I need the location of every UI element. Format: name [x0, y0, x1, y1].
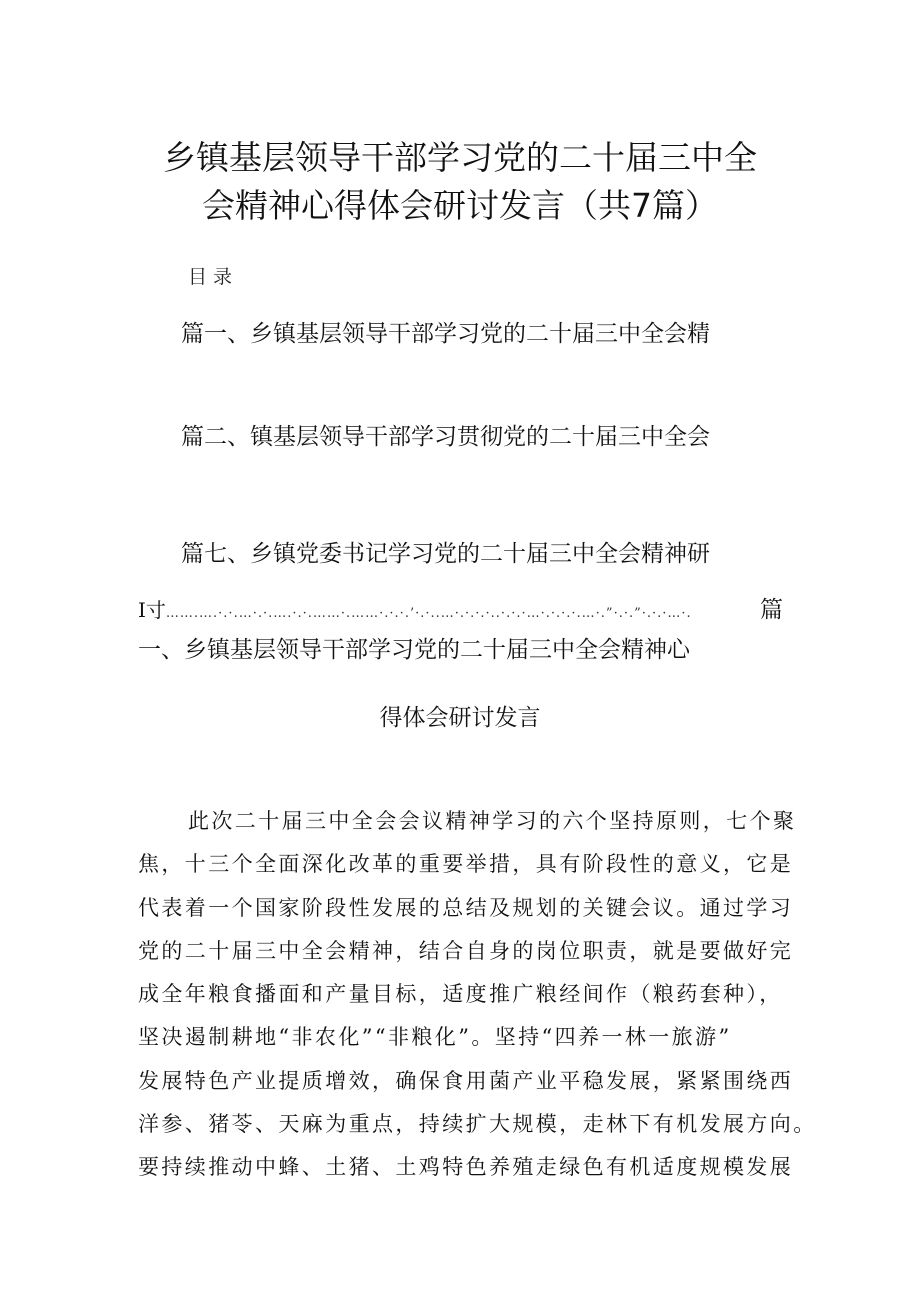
- toc-leader-end: 篇: [760, 597, 783, 623]
- toc-leader-line: [138, 594, 783, 626]
- article-title-line-1: 一、乡镇基层领导干部学习党的二十届三中全会精神心: [138, 637, 690, 663]
- body-line-9: 要持续推动中蜂、土猪、土鸡特色养殖走绿色有机适度规模发展: [138, 1155, 794, 1180]
- document-title-line-2: 会精神心得体会研讨发言（共7篇）: [202, 186, 718, 225]
- toc-item-2[interactable]: 篇二、镇基层领导干部学习贯彻党的二十届三中全会: [181, 424, 710, 450]
- body-line-7: 发展特色产业提质增效，确保食用菌产业平稳发展，紧紧围绕西: [138, 1068, 794, 1093]
- body-line-1: 此次二十届三中全会会议精神学习的六个坚持原则，七个聚: [188, 809, 797, 833]
- body-line-3: 代表着一个国家阶段性发展的总结及规划的关键会议。通过学习: [138, 895, 794, 920]
- body-line-8: 洋参、猪苓、天麻为重点，持续扩大规模，走林下有机发展方向。: [138, 1112, 817, 1137]
- body-line-4: 党的二十届三中全会精神，结合自身的岗位职责，就是要做好完: [138, 938, 794, 963]
- toc-heading: 目录: [188, 266, 239, 288]
- article-title-line-2: 得体会研讨发言: [379, 705, 541, 731]
- toc-leader-start: I寸: [138, 598, 166, 622]
- body-line-5: 成全年粮食播面和产量目标，适度推广粮经间作（粮药套种），: [138, 982, 783, 1007]
- toc-item-7[interactable]: 篇七、乡镇党委书记学习党的二十届三中全会精神研: [181, 541, 710, 567]
- toc-leader-dots: …….….·.·.…·.·.….·.·.……·.……·.·.·.’·.·..…·.·.·.·..·.·.·…·.·.·.·.…·.”·.·.”·.·.·…·.: [165, 606, 692, 621]
- document-title-line-1: 乡镇基层领导干部学习党的二十届三中全: [163, 138, 757, 177]
- body-line-2: 焦，十三个全面深化改革的重要举措，具有阶段性的意义，它是: [138, 852, 794, 877]
- body-paragraph: [138, 800, 817, 1190]
- toc-item-1[interactable]: 篇一、乡镇基层领导干部学习党的二十届三中全会精: [181, 321, 710, 347]
- body-line-6: 坚决遏制耕地“非农化”“非粮化”。坚持“四养一林一旅游”: [138, 1025, 732, 1050]
